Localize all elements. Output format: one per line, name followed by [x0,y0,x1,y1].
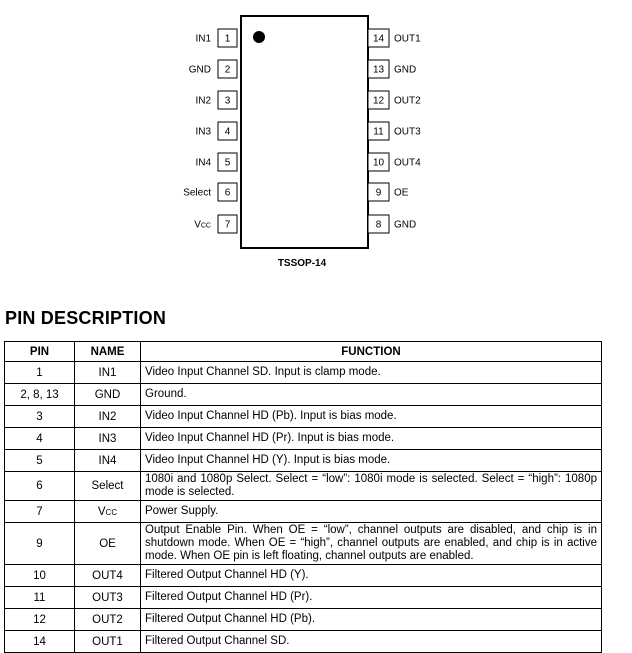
left-pin-name: GND [188,64,211,76]
pin-cell: 11 [5,587,75,609]
table-row [5,406,602,428]
right-pin-group [368,29,421,233]
left-pin-number: 5 [224,157,231,169]
table-row [5,587,602,609]
right-pin-number: 14 [372,33,385,45]
pin-cell: 10 [5,565,75,587]
left-pin-name: IN2 [195,95,211,107]
table-row [5,362,602,384]
right-pin-number: 8 [375,219,382,231]
left-pin-name: IN3 [195,126,211,138]
function-cell: Ground. [141,384,602,406]
table-row [5,428,602,450]
right-pin-number: 13 [372,64,385,76]
name-cell: OE [75,523,141,565]
table-header-row [5,342,602,362]
name-cell: IN3 [75,428,141,450]
table-row [5,631,602,653]
function-cell: Filtered Output Channel HD (Y). [141,565,602,587]
name-subscript: CC [105,507,118,517]
left-pin-name: IN1 [195,33,211,45]
left-pin-number: 6 [224,187,231,199]
left-pin-group [183,29,237,233]
header-name: NAME [75,342,141,362]
name-cell: OUT2 [75,609,141,631]
pin-cell: 1 [5,362,75,384]
function-cell: Video Input Channel HD (Pr). Input is bias mode. [141,428,602,450]
pin-description-table [4,341,602,653]
name-cell: OUT1 [75,631,141,653]
header-function: FUNCTION [141,342,602,362]
pin-cell: 9 [5,523,75,565]
function-cell: Power Supply. [141,501,602,523]
right-pin-name: OUT4 [394,157,421,169]
name-cell: OUT3 [75,587,141,609]
right-pin-name: OUT2 [394,95,421,107]
function-cell: 1080i and 1080p Select. Select = “low”: 1080i mode is selected. Select = “high”: 1080p mode is selected. [141,472,602,501]
name-cell: OUT4 [75,565,141,587]
pin-cell: 6 [5,472,75,501]
name-cell: IN4 [75,450,141,472]
left-pin-number: 2 [224,64,231,76]
function-cell: Filtered Output Channel HD (Pr). [141,587,602,609]
pin-name-subscript: CC [200,222,211,230]
pin-cell: 3 [5,406,75,428]
left-pin-name: VCC [194,219,211,231]
table-row [5,472,602,501]
right-pin-number: 11 [373,126,384,138]
pin-cell: 2, 8, 13 [5,384,75,406]
pin-cell: 7 [5,501,75,523]
right-pin-name: OE [394,187,409,199]
name-cell: IN2 [75,406,141,428]
pin-cell: 14 [5,631,75,653]
left-pin-number: 4 [224,126,231,138]
pin-cell: 5 [5,450,75,472]
right-pin-number: 12 [372,95,385,107]
left-pin-number: 1 [224,33,231,45]
table-row [5,384,602,406]
function-cell: Filtered Output Channel SD. [141,631,602,653]
table-row [5,565,602,587]
right-pin-number: 9 [375,187,382,199]
function-cell: Video Input Channel HD (Pb). Input is bias mode. [141,406,602,428]
left-pin-number: 7 [224,219,231,231]
pin1-marker-dot [253,31,265,43]
table-row [5,523,602,565]
right-pin-number: 10 [372,157,385,169]
ic-package-body [241,16,368,248]
right-pin-name: GND [394,219,417,231]
pin-cell: 12 [5,609,75,631]
right-pin-name: OUT3 [394,126,421,138]
table-row [5,609,602,631]
function-cell: Video Input Channel HD (Y). Input is bias mode. [141,450,602,472]
pin-cell: 4 [5,428,75,450]
name-cell: IN1 [75,362,141,384]
name-cell: GND [75,384,141,406]
left-pin-name: IN4 [195,157,211,169]
package-label: TSSOP-14 [277,258,327,269]
right-pin-name: OUT1 [394,33,421,45]
header-pin: PIN [5,342,75,362]
left-pin-name: Select [183,187,211,199]
name-cell: Select [75,472,141,501]
table-row [5,501,602,523]
right-pin-name: GND [394,64,417,76]
section-title: PIN DESCRIPTION [5,308,167,328]
table-row [5,450,602,472]
function-cell: Video Input Channel SD. Input is clamp mode. [141,362,602,384]
function-cell: Output Enable Pin. When OE = “low”, channel outputs are disabled, and chip is in shutdown mode. When OE = “high”, channel outputs are enabled, and chip is in active mode. When OE pin is left floating, channel outputs are enabled. [141,523,602,565]
left-pin-number: 3 [224,95,231,107]
pinout-diagram [0,0,632,300]
name-cell: VCC [75,501,141,523]
function-cell: Filtered Output Channel HD (Pb). [141,609,602,631]
